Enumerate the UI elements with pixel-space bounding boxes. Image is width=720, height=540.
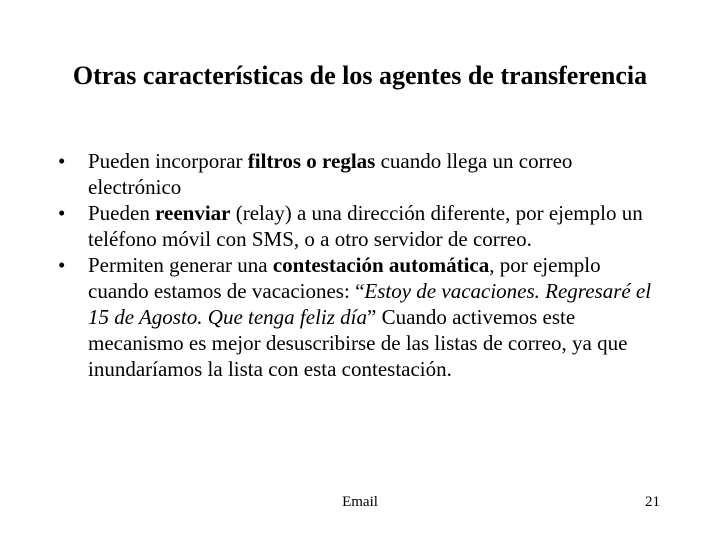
page-number: 21 [645,494,660,510]
footer-label: Email [342,494,378,510]
text-segment-bold: reenviar [155,201,231,225]
slide-title: Otras características de los agentes de transferencia [72,61,648,90]
bullet-text [88,253,651,381]
bullet-dot-icon: • [58,201,66,225]
text-segment: (relay) a una dirección diferente, por ejemplo un teléfono móvil con SMS, o a otro servidor de correo. [88,201,643,251]
bullet-text [88,201,643,251]
text-segment-bold: filtros o reglas [247,149,376,173]
bullet-dot-icon: • [58,253,66,277]
text-segment: , por ejemplo cuando estamos de vacaciones: “ [88,253,601,303]
text-segment: cuando llega un correo electrónico [88,149,573,199]
bullet-item [58,148,658,200]
bullet-text [88,149,572,199]
text-segment: Pueden [88,201,156,225]
bullet-list [58,148,658,382]
bullet-item [58,200,658,252]
text-segment: ” Cuando activemos este mecanismo es mejor desuscribirse de las listas de correo, ya que inundaríamos la lista con esta contestación. [88,305,628,381]
text-segment: Pueden incorporar [88,149,248,173]
bullet-dot-icon: • [58,149,66,173]
text-segment-italic: Estoy de vacaciones. Regresaré el 15 de Agosto. Que tenga feliz día [88,279,652,329]
text-segment: Permiten generar una [88,253,273,277]
text-segment-bold: contestación automática [272,253,490,277]
bullet-item [58,252,658,382]
